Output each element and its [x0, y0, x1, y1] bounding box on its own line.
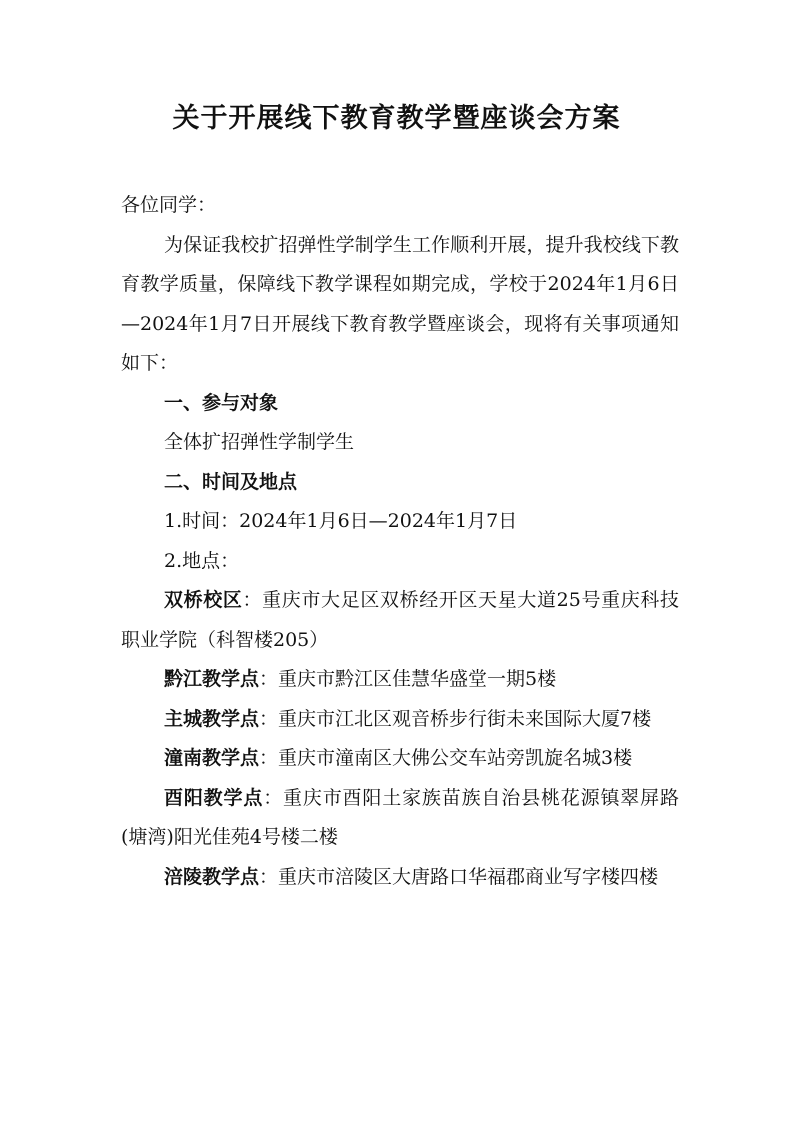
location-item: [121, 700, 679, 740]
section1-heading: 一、参与对象: [164, 391, 279, 414]
location-name: 涪陵教学点: [164, 865, 260, 888]
location-address: ：重庆市酉阳土家族苗族自治县桃花源镇翠屏路(塘湾)阳光佳苑4号楼二楼: [121, 786, 679, 848]
location-item: [121, 739, 679, 779]
location-name: 双桥校区: [164, 589, 243, 611]
location-address: ：重庆市大足区双桥经开区天星大道25号重庆科技职业学院（科智楼205）: [121, 589, 679, 651]
location-address: ：重庆市潼南区大佛公交车站旁凯旋名城3楼: [259, 747, 633, 769]
time-line: 1.时间：2024年1月6日—2024年1月7日: [164, 510, 518, 532]
intro-paragraph: 为保证我校扩招弹性学制学生工作顺利开展，提升我校线下教育教学质量，保障线下教学课程如期完成，学校于2024年1月6日—2024年1月7日开展线下教育教学暨座谈会，现将有关事项通知如下：: [121, 233, 679, 374]
location-item: [121, 779, 679, 858]
location-item: [121, 858, 679, 898]
location-item: [121, 581, 679, 660]
location-address: ：重庆市江北区观音桥步行街未来国际大厦7楼: [259, 707, 652, 730]
salutation: 各位同学：: [121, 194, 217, 216]
location-address: ：重庆市黔江区佳慧华盛堂一期5楼: [259, 668, 557, 690]
location-address: ：重庆市涪陵区大唐路口华福郡商业写字楼四楼: [259, 865, 659, 888]
location-name: 黔江教学点: [164, 668, 260, 690]
location-name: 潼南教学点: [164, 747, 260, 769]
document-title: 关于开展线下教育教学暨座谈会方案: [172, 103, 621, 134]
location-name: 酉阳教学点: [164, 786, 264, 809]
section2-heading: 二、时间及地点: [164, 470, 298, 493]
location-item: [121, 660, 679, 700]
document-body: [121, 186, 679, 897]
location-name: 主城教学点: [164, 707, 260, 730]
section1-content: 全体扩招弹性学制学生: [164, 431, 355, 453]
place-label: 2.地点：: [164, 549, 240, 572]
